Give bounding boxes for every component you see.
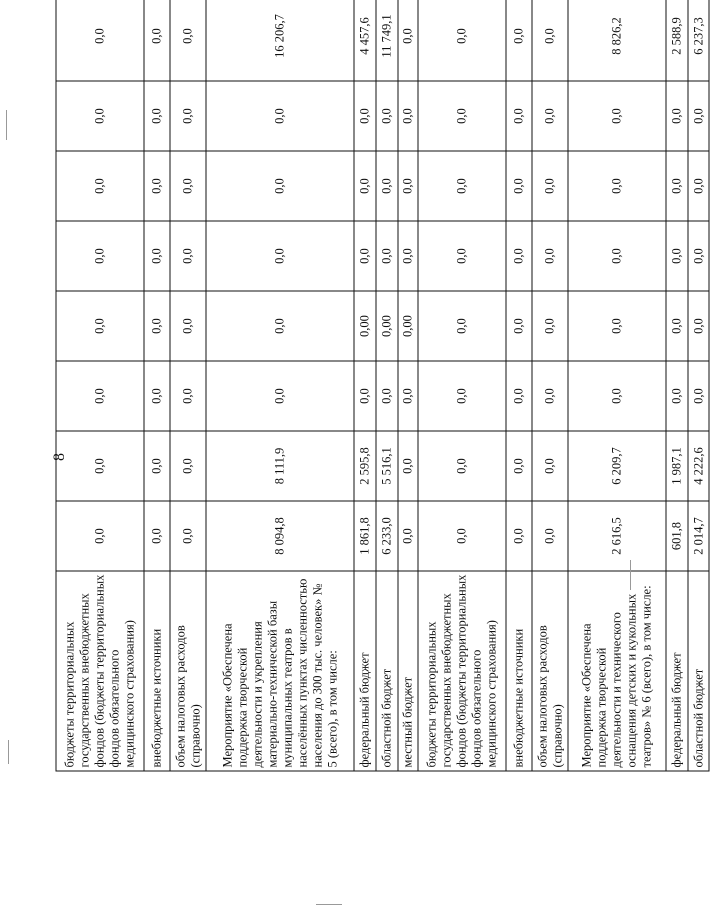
value-cell: 0,0: [56, 291, 144, 361]
value-cell: 0,0: [418, 501, 506, 571]
value-cell: 0,0: [354, 361, 376, 431]
value-cell: 0,0: [170, 361, 206, 431]
value-cell: 0,0: [666, 221, 688, 291]
value-cell: 0,0: [144, 501, 170, 571]
page-number: 8: [51, 453, 68, 461]
value-cell: 0,0: [688, 291, 709, 361]
value-cell: 0,0: [568, 151, 666, 221]
table-row: [568, 0, 666, 771]
table-row: [418, 0, 506, 771]
table-body: [56, 0, 709, 771]
table-row: [354, 0, 376, 771]
value-cell: 0,0: [568, 221, 666, 291]
value-cell: 0,0: [144, 431, 170, 501]
value-cell: 0,0: [418, 431, 506, 501]
total-cell: 0,0: [398, 0, 418, 81]
value-cell: 0,0: [688, 361, 709, 431]
table-row: [144, 0, 170, 771]
value-cell: 0,0: [206, 151, 354, 221]
total-cell: 0,0: [144, 0, 170, 81]
total-cell: 0,0: [532, 0, 568, 81]
value-cell: 0,0: [398, 501, 418, 571]
total-cell: 8 826,2: [568, 0, 666, 81]
value-cell: 0,0: [206, 221, 354, 291]
value-cell: 0,0: [418, 361, 506, 431]
table-row: [688, 0, 709, 771]
value-cell: 0,0: [376, 361, 398, 431]
total-cell: 11 749,1: [376, 0, 398, 81]
value-cell: 0,0: [506, 431, 532, 501]
value-cell: 0,0: [506, 291, 532, 361]
value-cell: 0,0: [532, 431, 568, 501]
table-row: [506, 0, 532, 771]
table-row: [666, 0, 688, 771]
scan-mark: [316, 904, 342, 905]
value-cell: 2 616,5: [568, 501, 666, 571]
scan-mark: [6, 110, 7, 140]
total-cell: 4 457,6: [354, 0, 376, 81]
value-cell: 0,0: [398, 81, 418, 151]
value-cell: 0,0: [376, 81, 398, 151]
value-cell: 0,0: [418, 291, 506, 361]
value-cell: 0,0: [206, 291, 354, 361]
value-cell: 0,00: [376, 291, 398, 361]
value-cell: 8 111,9: [206, 431, 354, 501]
value-cell: 0,0: [506, 221, 532, 291]
value-cell: 2 595,8: [354, 431, 376, 501]
value-cell: 0,0: [144, 361, 170, 431]
scan-mark: [8, 740, 9, 764]
value-cell: 0,0: [418, 221, 506, 291]
value-cell: 0,0: [532, 361, 568, 431]
value-cell: 0,0: [354, 151, 376, 221]
value-cell: 0,00: [354, 291, 376, 361]
value-cell: 5 516,1: [376, 431, 398, 501]
row-label: объем налоговых расходов (справочно): [532, 571, 568, 771]
value-cell: 1 861,8: [354, 501, 376, 571]
value-cell: 0,0: [666, 151, 688, 221]
row-label: федеральный бюджет: [666, 571, 688, 771]
total-cell: 0,0: [170, 0, 206, 81]
value-cell: 0,0: [376, 221, 398, 291]
row-label: областной бюджет: [688, 571, 709, 771]
value-cell: 0,0: [532, 81, 568, 151]
value-cell: 0,0: [56, 501, 144, 571]
scan-mark: [630, 560, 631, 590]
value-cell: 0,0: [170, 431, 206, 501]
budget-table: [56, 0, 710, 772]
value-cell: 8 094,8: [206, 501, 354, 571]
value-cell: 0,0: [144, 221, 170, 291]
value-cell: 0,0: [206, 81, 354, 151]
table-row: [376, 0, 398, 771]
value-cell: 1 987,1: [666, 431, 688, 501]
row-label: внебюджетные источники: [144, 571, 170, 771]
total-cell: 0,0: [506, 0, 532, 81]
total-cell: 6 237,3: [688, 0, 709, 81]
value-cell: 0,0: [56, 361, 144, 431]
row-label: федеральный бюджет: [354, 571, 376, 771]
value-cell: 0,0: [170, 81, 206, 151]
value-cell: 0,0: [506, 361, 532, 431]
value-cell: 0,0: [354, 221, 376, 291]
row-label: объем налоговых расходов (справочно): [170, 571, 206, 771]
total-cell: 16 206,7: [206, 0, 354, 81]
value-cell: 0,0: [568, 81, 666, 151]
value-cell: 6 209,7: [568, 431, 666, 501]
value-cell: 0,0: [666, 291, 688, 361]
value-cell: 0,0: [170, 291, 206, 361]
value-cell: 0,0: [56, 221, 144, 291]
row-label: бюджеты территориальных государственных внебюджетных фондов (бюджеты территориальных фондов обязательного медицинского страхования): [418, 571, 506, 771]
value-cell: 0,0: [532, 501, 568, 571]
value-cell: 0,0: [568, 291, 666, 361]
table-row: [206, 0, 354, 771]
value-cell: 0,0: [144, 291, 170, 361]
value-cell: 0,0: [206, 361, 354, 431]
row-label: Мероприятие «Обеспечена поддержка творческой деятельности и укрепления материально-технической базы муниципальных театров в населённых пунктах численностью населения до 300 тыс. человек» № 5 (всего), в том числе:: [206, 571, 354, 771]
value-cell: 6 233,0: [376, 501, 398, 571]
table-row: [398, 0, 418, 771]
table-row: [56, 0, 144, 771]
value-cell: 0,0: [56, 81, 144, 151]
value-cell: 2 014,7: [688, 501, 709, 571]
row-label: Мероприятие «Обеспечена поддержка творческой деятельности и технического оснащения детских и кукольных театров» № 6 (всего), в том числе:: [568, 571, 666, 771]
value-cell: 0,0: [506, 81, 532, 151]
value-cell: 0,0: [398, 221, 418, 291]
value-cell: 0,0: [144, 151, 170, 221]
value-cell: 0,0: [666, 361, 688, 431]
row-label: бюджеты территориальных государственных внебюджетных фондов (бюджеты территориальных фондов обязательного медицинского страхования): [56, 571, 144, 771]
value-cell: 0,0: [398, 151, 418, 221]
value-cell: 0,0: [170, 221, 206, 291]
total-cell: 2 588,9: [666, 0, 688, 81]
row-label: областной бюджет: [376, 571, 398, 771]
value-cell: 0,00: [398, 291, 418, 361]
value-cell: 0,0: [56, 431, 144, 501]
rotated-table-wrapper: [56, 0, 705, 772]
value-cell: 0,0: [506, 501, 532, 571]
table-row: [532, 0, 568, 771]
value-cell: 601,8: [666, 501, 688, 571]
total-cell: 0,0: [56, 0, 144, 81]
value-cell: 0,0: [688, 151, 709, 221]
value-cell: 0,0: [170, 151, 206, 221]
value-cell: 0,0: [532, 221, 568, 291]
value-cell: 0,0: [688, 81, 709, 151]
value-cell: 0,0: [532, 291, 568, 361]
value-cell: 0,0: [688, 221, 709, 291]
value-cell: 0,0: [376, 151, 398, 221]
value-cell: 0,0: [170, 501, 206, 571]
value-cell: 0,0: [506, 151, 532, 221]
value-cell: 0,0: [56, 151, 144, 221]
value-cell: 0,0: [398, 361, 418, 431]
value-cell: 0,0: [418, 151, 506, 221]
row-label: местный бюджет: [398, 571, 418, 771]
value-cell: 0,0: [354, 81, 376, 151]
value-cell: 0,0: [568, 361, 666, 431]
value-cell: 0,0: [532, 151, 568, 221]
value-cell: 0,0: [398, 431, 418, 501]
value-cell: 0,0: [418, 81, 506, 151]
value-cell: 0,0: [144, 81, 170, 151]
total-cell: 0,0: [418, 0, 506, 81]
row-label: внебюджетные источники: [506, 571, 532, 771]
table-row: [170, 0, 206, 771]
value-cell: 4 222,6: [688, 431, 709, 501]
value-cell: 0,0: [666, 81, 688, 151]
